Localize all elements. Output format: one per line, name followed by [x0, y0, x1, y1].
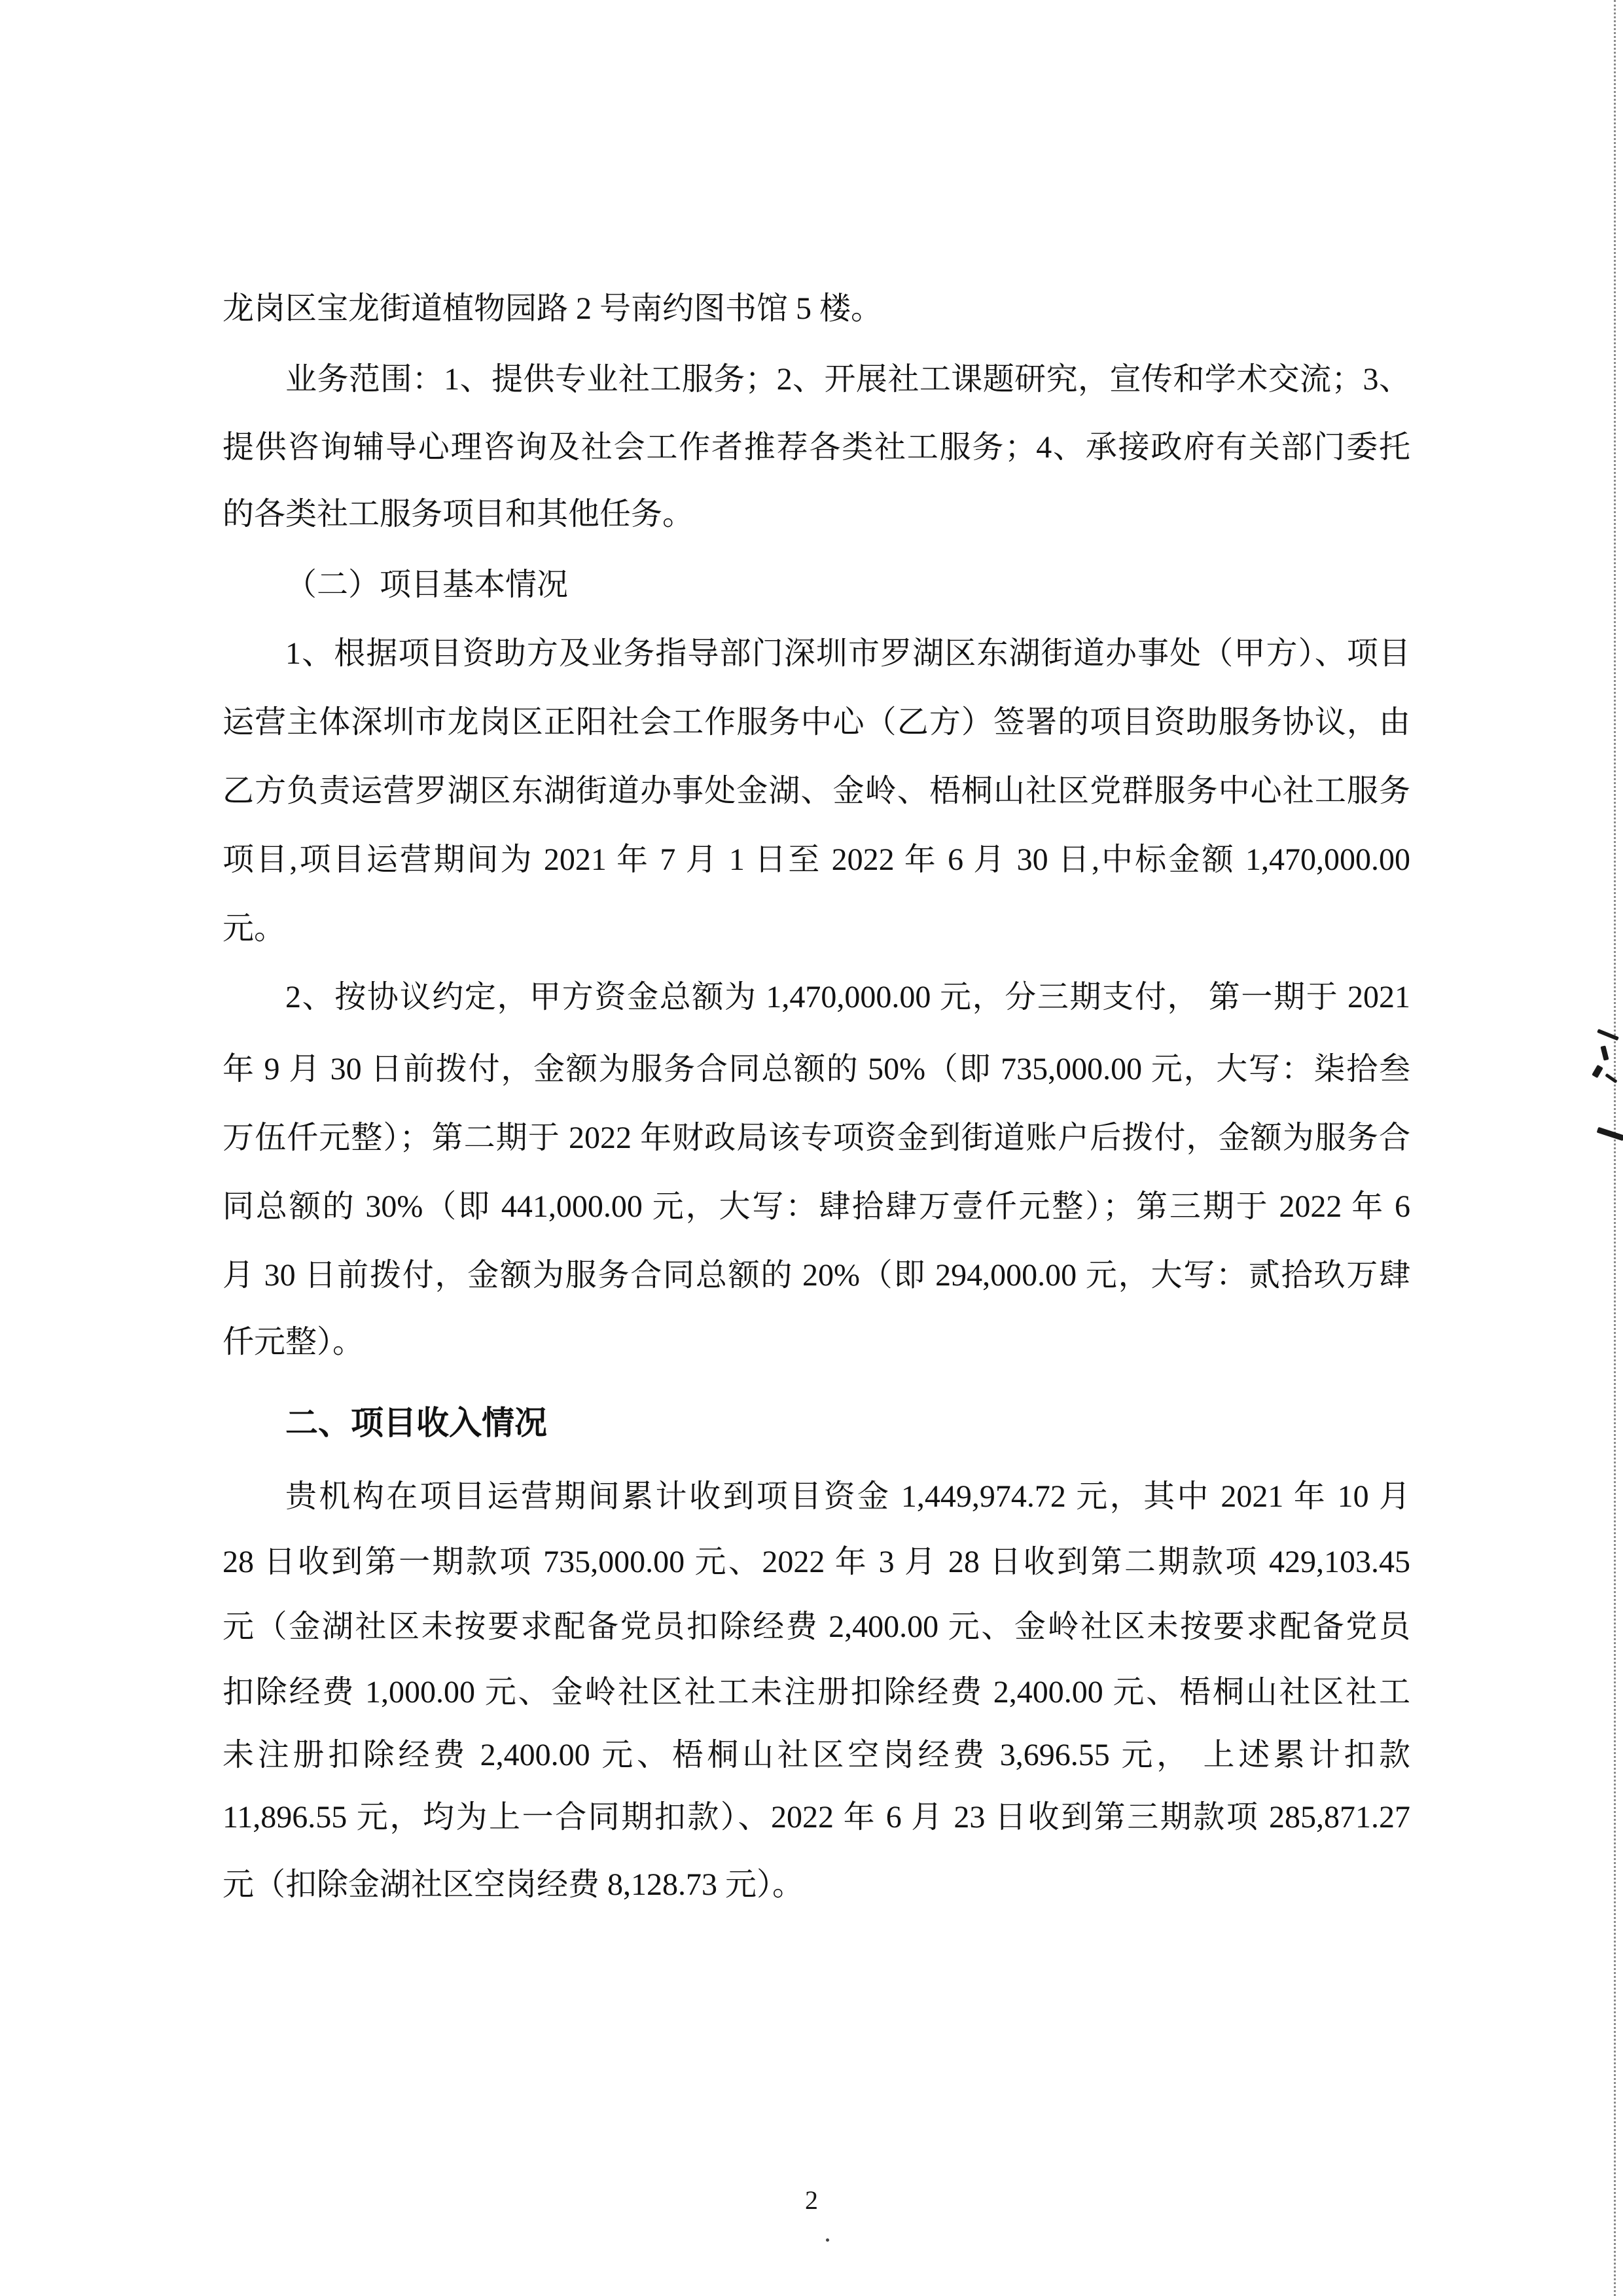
scan-edge-dotted-line	[1614, 0, 1616, 2296]
body-line: 元。	[223, 911, 286, 946]
ink-mark	[1597, 1127, 1623, 1141]
body-line: 月 30 日前拨付，金额为服务合同总额的 20%（即 294,000.00 元，大写：贰拾玖万肆	[223, 1258, 1410, 1293]
body-line: （二）项目基本情况	[285, 567, 569, 602]
body-line: 年 9 月 30 日前拨付，金额为服务合同总额的 50%（即 735,000.00 元，大写：柒拾叁	[223, 1052, 1410, 1086]
body-line: 万伍仟元整）；第二期于 2022 年财政局该专项资金到街道账户后拨付，金额为服务合	[223, 1121, 1410, 1155]
body-line: 11,896.55 元，均为上一合同期扣款）、2022 年 6 月 23 日收到第三期款项 285,871.27	[223, 1800, 1410, 1835]
body-line: 贵机构在项目运营期间累计收到项目资金 1,449,974.72 元，其中 2021 年 10 月	[285, 1479, 1410, 1514]
scan-speck	[826, 2238, 829, 2242]
body-line: 未注册扣除经费 2,400.00 元、梧桐山社区空岗经费 3,696.55 元， 上述累计扣款	[223, 1738, 1410, 1772]
page-number: 2	[805, 2185, 818, 2215]
body-line: 龙岗区宝龙街道植物园路 2 号南约图书馆 5 楼。	[223, 291, 883, 326]
body-line: 提供咨询辅导心理咨询及社会工作者推荐各类社工服务；4、承接政府有关部门委托	[223, 430, 1410, 465]
body-line: 乙方负责运营罗湖区东湖街道办事处金湖、金岭、梧桐山社区党群服务中心社工服务	[223, 774, 1410, 808]
body-line: 运营主体深圳市龙岗区正阳社会工作服务中心（乙方）签署的项目资助服务协议，由	[223, 705, 1410, 740]
body-line: 元（金湖社区未按要求配备党员扣除经费 2,400.00 元、金岭社区未按要求配备党员	[223, 1609, 1410, 1644]
ink-mark	[1600, 1045, 1609, 1060]
body-line: 扣除经费 1,000.00 元、金岭社区社工未注册扣除经费 2,400.00 元、梧桐山社区社工	[223, 1675, 1410, 1710]
body-line: 业务范围：1、提供专业社工服务；2、开展社工课题研究，宣传和学术交流；3、	[285, 362, 1410, 397]
body-line: 1、根据项目资助方及业务指导部门深圳市罗湖区东湖街道办事处（甲方）、项目	[285, 636, 1410, 671]
body-line: 的各类社工服务项目和其他任务。	[223, 497, 694, 531]
body-line: 仟元整）。	[223, 1325, 365, 1359]
section-heading: 二、项目收入情况	[285, 1405, 547, 1441]
ink-mark	[1592, 1065, 1603, 1079]
body-line: 元（扣除金湖社区空岗经费 8,128.73 元）。	[223, 1867, 804, 1902]
body-line: 2、按协议约定，甲方资金总额为 1,470,000.00 元，分三期支付， 第一期于 2021	[285, 980, 1410, 1014]
body-line: 28 日收到第一期款项 735,000.00 元、2022 年 3 月 28 日收到第二期款项 429,103.45	[223, 1545, 1410, 1579]
body-line: 同总额的 30%（即 441,000.00 元，大写：肆拾肆万壹仟元整）；第三期于 2022 年 6	[223, 1189, 1410, 1224]
body-line: 项目,项目运营期间为 2021 年 7 月 1 日至 2022 年 6 月 30 日,中标金额 1,470,000.00	[223, 842, 1410, 877]
